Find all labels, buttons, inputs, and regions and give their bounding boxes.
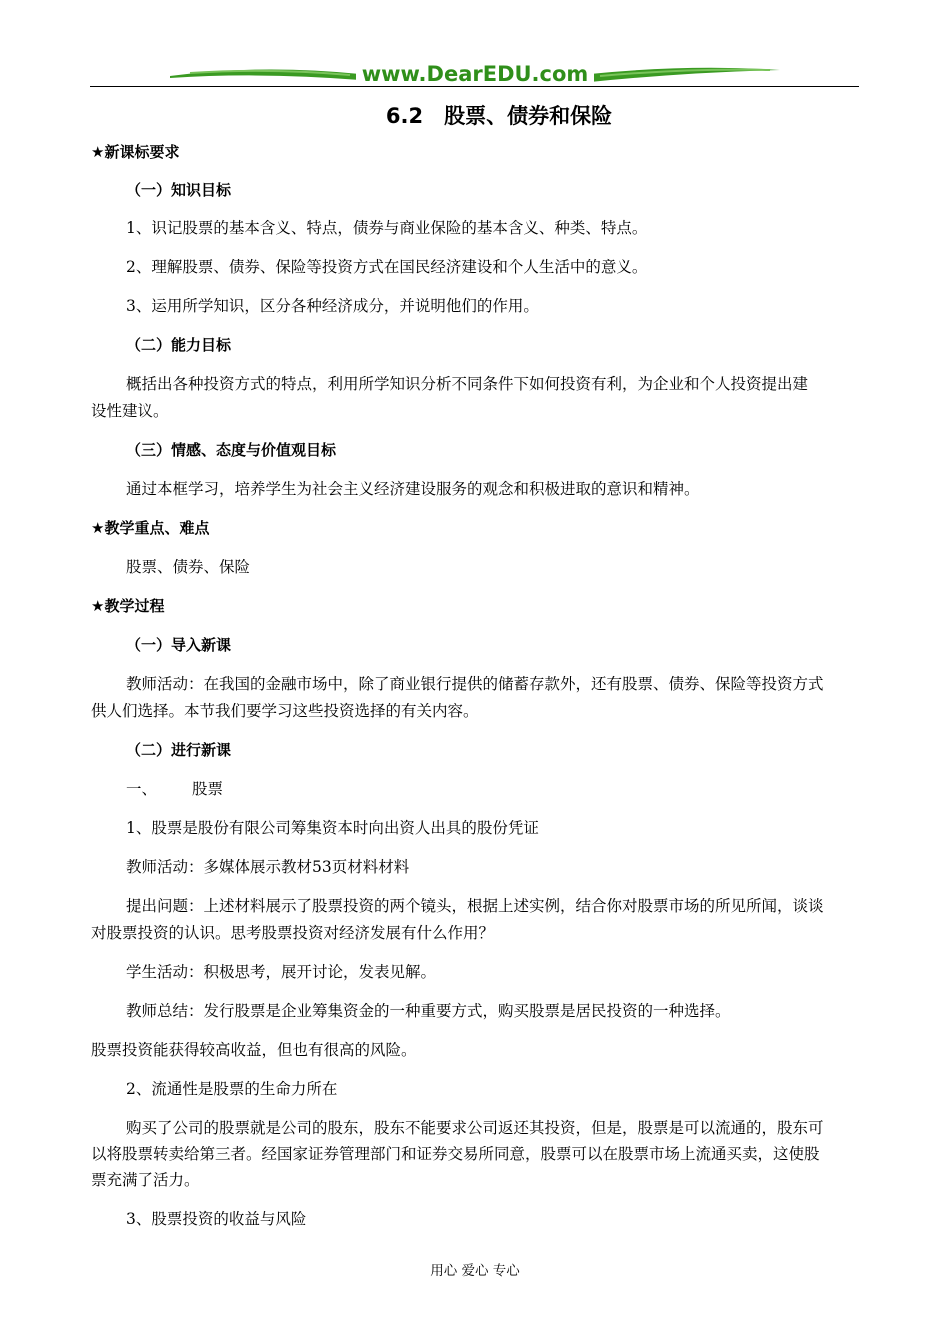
subheading-knowledge: （一）知识目标 [126, 181, 232, 199]
knowledge-item-3: 3、运用所学知识，区分各种经济成分，并说明他们的作用。 [126, 297, 539, 315]
teacher-activity-media: 教师活动：多媒体展示教材53页材料材料 [126, 858, 410, 876]
intro-text-line-1: 教师活动：在我国的金融市场中，除了商业银行提供的储蓄存款外，还有股票、债券、保险等投资方式 [126, 675, 824, 693]
subheading-new-lesson: （二）进行新课 [126, 741, 232, 759]
ability-text-line-1: 概括出各种投资方式的特点，利用所学知识分析不同条件下如何投资有利，为企业和个人投资提出建 [126, 375, 809, 393]
liquidity-text-line-1: 购买了公司的股票就是公司的股东，股东不能要求公司返还其投资，但是，股票是可以流通的，股东可 [126, 1119, 824, 1137]
question-text-line-2: 对股票投资的认识。思考股票投资对经济发展有什么作用？ [91, 924, 495, 942]
part-one-number: 一、 [126, 780, 158, 798]
logo-text: www.DearEDU.com [356, 62, 595, 86]
stock-point-3: 3、股票投资的收益与风险 [126, 1210, 307, 1228]
stock-risk-text: 股票投资能获得较高收益，但也有很高的风险。 [91, 1041, 417, 1059]
part-one-title: 股票 [192, 780, 224, 798]
ability-text-line-2: 设性建议。 [91, 402, 169, 420]
section-heading-requirements: ★新课标要求 [91, 143, 180, 161]
intro-text-line-2: 供人们选择。本节我们要学习这些投资选择的有关内容。 [91, 702, 479, 720]
knowledge-item-2: 2、理解股票、债券、保险等投资方式在国民经济建设和个人生活中的意义。 [126, 258, 648, 276]
dearedu-logo [170, 60, 780, 90]
subheading-emotion: （三）情感、态度与价值观目标 [126, 441, 337, 459]
section-heading-keypoints: ★教学重点、难点 [91, 519, 210, 537]
question-text-line-1: 提出问题：上述材料展示了股票投资的两个镜头，根据上述实例，结合你对股票市场的所见所闻，谈谈 [126, 897, 824, 915]
liquidity-text-line-3: 票充满了活力。 [91, 1171, 200, 1189]
stock-point-2: 2、流通性是股票的生命力所在 [126, 1080, 338, 1098]
section-heading-process: ★教学过程 [91, 597, 165, 615]
student-activity: 学生活动：积极思考，展开讨论，发表见解。 [126, 963, 437, 981]
page-title: 6.2 股票、债券和保险 [385, 104, 613, 128]
emotion-text: 通过本框学习，培养学生为社会主义经济建设服务的观念和积极进取的意识和精神。 [126, 480, 700, 498]
stock-point-1: 1、股票是股份有限公司筹集资本时向出资人出具的股份凭证 [126, 819, 539, 837]
subheading-ability: （二）能力目标 [126, 336, 232, 354]
knowledge-item-1: 1、识记股票的基本含义、特点，债券与商业保险的基本含义、种类、特点。 [126, 219, 648, 237]
liquidity-text-line-2: 以将股票转卖给第三者。经国家证券管理部门和证券交易所同意，股票可以在股票市场上流通买卖，这使股 [91, 1145, 820, 1163]
subheading-intro: （一）导入新课 [126, 636, 232, 654]
teacher-summary: 教师总结：发行股票是企业筹集资金的一种重要方式，购买股票是居民投资的一种选择。 [126, 1002, 731, 1020]
page-footer: 用心 爱心 专心 [430, 1263, 520, 1279]
keypoints-text: 股票、债券、保险 [126, 558, 251, 576]
